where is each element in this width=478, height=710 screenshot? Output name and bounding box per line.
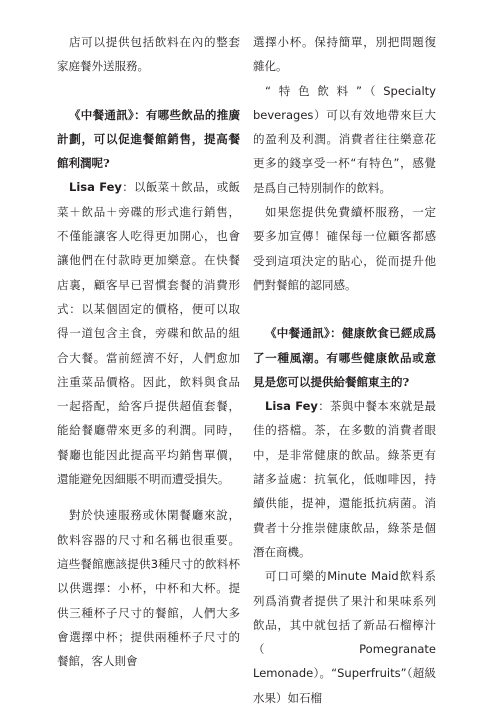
intro-paragraph: 店可以提供包括飲料在內的整套家庭餐外送服務。	[57, 35, 240, 74]
answer-text: ：以飯菜＋飲品，或飯菜＋飲品＋旁碟的形式進行銷售，不僅能讓客人吃得更加開心，也會讓他們在付款時更加樂意。在快餐店裏，顧客早已習慣套餐的消費形式：以某個固定的價格，便可以取得一道包含主食，旁碟和飲品的組合大餐。當前經濟不好，人們愈加注重菜品價格。因此，飲料與食品一起搭配，給客戶提供超值套餐，能給餐廳帶來更多的利潤。同時，餐廳也能因此提高平均銷售單價，還能避免因細賬不明而遭受損失。	[57, 180, 241, 487]
speaker-name: Lisa Fey	[69, 180, 122, 195]
answer-paragraph	[57, 175, 240, 491]
free-refill-paragraph: 如果您提供免費續杯服務，一定要多加宣傳！確保每一位顧客都感受到這項決定的貼心，從而提升他們對餐館的認同感。	[253, 205, 436, 292]
speaker-name: Lisa Fey	[265, 399, 318, 414]
body-paragraph: 對於快速服務或休閑餐廳來說，飲料容器的尺寸和名稱也很重要。這些餐館應該提供3種尺寸的飲料杯以供選擇：小杯，中杯和大杯。提供三種杯子尺寸的餐館，人們大多會選擇中杯；提供兩種杯子尺寸的餐館，客人則會	[57, 508, 240, 669]
interview-question-heading: 《中餐通訊》：有哪些飲品的推廣計劃，可以促進餐館銷售，提高餐館利潤呢?	[57, 107, 240, 171]
specialty-beverages-paragraph: “特色飲料”（Specialty beverages）可以有效地帶來巨大的盈利及利潤。消費者往往樂意花更多的錢享受一杯“有特色”，感覺是爲自己特別制作的飲料。	[253, 83, 436, 195]
minute-maid-paragraph: 可口可樂的Minute Maid飲料系列爲消費者提供了果汁和果味系列飲品，其中就包括了新品石榴檸汁（Pomegranate Lemonade）。“Superfruits”（超級水果）如石榴	[253, 569, 436, 705]
right-column	[253, 30, 436, 710]
left-column	[57, 30, 240, 673]
interview-question-heading: 《中餐通訊》：健康飲食已經成爲了一種風潮。有哪些健康飲品或意見是您可以提供給餐館東主的?	[253, 326, 436, 389]
answer-text: ：茶與中餐本來就是最佳的搭檔。茶，在多數的消費者眼中，是非常健康的飲品。綠茶更有諸多益處：抗氧化，低咖啡因，持續供能，提神，還能抵抗病菌。消費者十分推崇健康飲品，綠茶是個潛在商機。	[253, 399, 437, 559]
answer-paragraph	[253, 394, 436, 564]
body-paragraph-continued: 選擇小杯。保持簡單，別把問題復雜化。	[253, 35, 436, 74]
